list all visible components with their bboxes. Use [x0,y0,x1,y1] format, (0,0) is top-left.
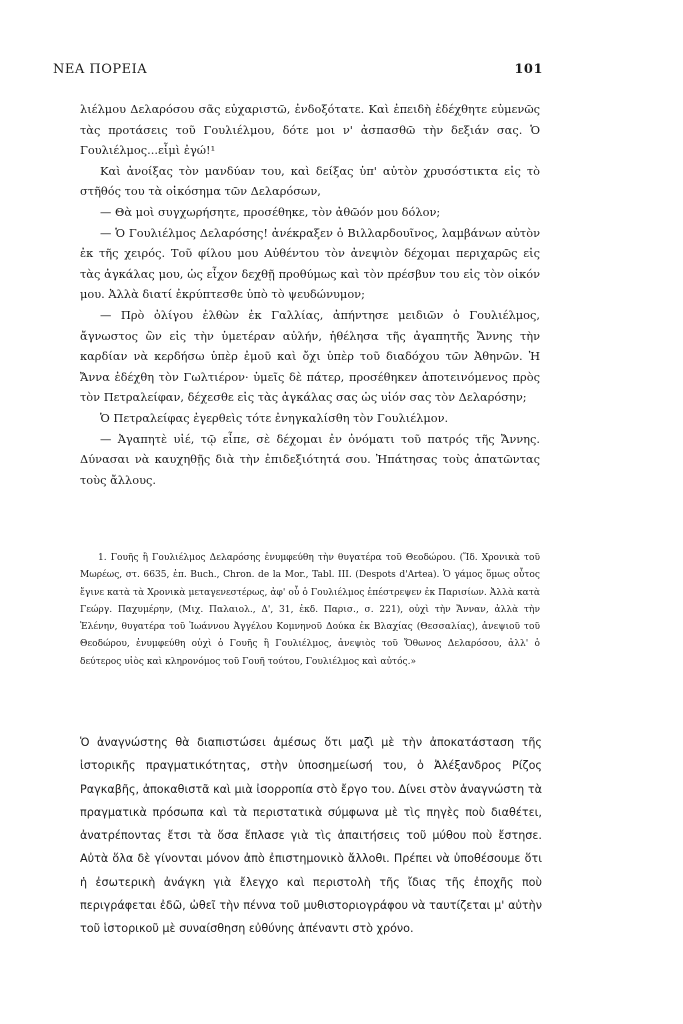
commentary-section [80,731,542,941]
commentary-paragraph: Ὁ ἀναγνώστης θὰ διαπιστώσει ἀμέσως ὅτι μαζὶ μὲ τὴν ἀποκατάσταση τῆς ἱστορικῆς πραγματικότητας, στὴν ὑποσημείωσή του, ὁ Ἀλέξανδρος Ρίζος Ραγκαβῆς, ἀποκαθιστᾶ καὶ μιὰ ἰσορροπία στὸ ἔργο του. Δίνει στὸν ἀναγνώστη τὰ πραγματικὰ πρόσωπα καὶ τὰ περιστατικὰ σύμφωνα μὲ τὶς πηγὲς ποὺ διαθέτει, ἀνατρέποντας ἔτσι τὰ ὅσα ἔπλασε γιὰ τὶς ἀπαιτήσεις τοῦ μύθου ποὺ ἔστησε. Αὐτὰ ὅλα δὲ γίνονται μόνον ἀπὸ ἐπιστημονικὸ ἄλλοθι. Πρέπει νὰ ὑποθέσουμε ὅτι ἡ ἐσωτερικὴ ἀνάγκη γιὰ ἔλεγχο καὶ περιστολὴ τῆς ἴδιας τῆς ἐποχῆς ποὺ περιγράφεται ἐδῶ, ὠθεῖ τὴν πέννα τοῦ μυθιστοριογράφου νὰ ταυτίζεται μ' αὐτὴν τοῦ ἱστορικοῦ μὲ συναίσθηση εὐθύνης ἀπέναντι στὸ χρόνο. [80,736,542,936]
body-paragraph: Καὶ ἀνοίξας τὸν μανδύαν του, καὶ δείξας ὑπ' αὐτὸν χρυσόστικτα εἰς τὸ στῆθός του τὰ οἰκόσημα τῶν Δελαρόσων, [80,163,540,199]
footnote-text: 1. Γουῆς ἢ Γουλιέλμος Δελαρόσης ἐνυμφεύθη τὴν θυγατέρα τοῦ Θεοδώρου. (Ἴδ. Χρονικὰ τοῦ Μωρέως, στ. 6635, ἐπ. Buch., Chron. de la Mor., Tabl. III. (Despots d'Artea). Ὁ γάμος ὅμως οὗτος ἔγινε κατὰ τὰ Χρονικὰ μεταγενεστέρως, ἀφ' οὗ ὁ Γουλιέλμος ἐπέστρεψεν ἐκ Παρισίων. Ἀλλὰ κατὰ Γεώργ. Παχυμέρην, (Μιχ. Παλαιολ., Δ', 31, ἐκδ. Παρισ., σ. 221), οὐχὶ τὴν Ἄνναν, ἀλλὰ τὴν Ἑλένην, θυγατέρα τοῦ Ἰωάννου Ἀγγέλου Κομνηνοῦ Δούκα ἐκ Βλαχίας (Θεσσαλίας), ἀνεψιοῦ τοῦ Θεοδώρου, ἐνυμφεύθη οὐχὶ ὁ Γουῆς ἢ Γουλιέλμος, ἀνεψιὸς τοῦ Ὄθωνος Δελαρόσου, ἀλλ' ὁ δεύτερος υἱὸς καὶ κληρονόμος τοῦ Γουῆ τούτου, Γουλιέλμος καὶ αὐτός.» [80,553,540,667]
body-paragraph: — Πρὸ ὀλίγου ἐλθὼν ἐκ Γαλλίας, ἀπήντησε μειδιῶν ὁ Γουλιέλμος, ἄγνωστος ὢν εἰς τὴν ὑμετέραν αὐλήν, ἠθέλησα τῆς ἀγαπητῆς Ἄννης τὴν καρδίαν νὰ κερδήσω ὑπὲρ ἐμοῦ καὶ ὄχι ὑπὲρ τοῦ διαδόχου τῶν Ἀθηνῶν. Ἡ Ἄννα ἐδέχθη τὸν Γωλτιέρον· ὑμεῖς δὲ πάτερ, προσέθηκεν ἀποτεινόμενος πρὸς τὸν Πετραλείφαν, δέχεσθε εἰς τὰς ἀγκάλας σας ὡς υἱόν σας τὸν Δελαρόσην; [80,307,540,405]
body-paragraph: — Ἀγαπητὲ υἱέ, τῷ εἶπε, σὲ δέχομαι ἐν ὀνόματι τοῦ πατρός τῆς Ἄννης. Δύνασαι νὰ καυχηθῇς διὰ τὴν ἐπιδεξιότητά σου. Ἠπάτησας τοὺς ἀπατῶντας τοὺς ἄλλους. [80,431,540,487]
body-paragraph: Ὁ Πετραλείφας ἐγερθεὶς τότε ἐνηγκαλίσθη τὸν Γουλιέλμον. [100,410,449,425]
page-number: 101 [514,62,543,77]
running-head [53,62,543,82]
body-paragraph: — Ὁ Γουλιέλμος Δελαρόσης! ἀνέκραξεν ὁ Βιλλαρδουῖνος, λαμβάνων αὐτὸν ἐκ τῆς χειρός. Τοῦ φίλου μου Αὐθέντου τὸν ἀνεψιὸν δέχομαι περιχαρῶς εἰς τὰς ἀγκάλας μου, ὡς εἶχον δεχθῇ προθύμως καὶ τὸν πρέσβυν του εἰς τὸν οἰκόν μου. Ἀλλὰ διατί ἐκρύπτεσθε ὑπὸ τὸ ψευδώνυμον; [80,225,540,302]
body-paragraph: — Θὰ μοὶ συγχωρήσητε, προσέθηκε, τὸν ἀθῶόν μου δόλον; [100,204,441,219]
body-paragraph: λιέλμου Δελαρόσου σᾶς εὐχαριστῶ, ἐνδοξότατε. Καὶ ἐπειδὴ ἐδέχθητε εὐμενῶς τὰς προτάσεις τοῦ Γουλιέλμου, δότε μοι ν' ἀσπασθῶ τὴν δεξιάν σας. Ὁ Γουλιέλμος...εἶμὶ ἐγώ!¹ [80,102,540,158]
novel-excerpt [80,99,540,490]
running-title: ΝΕΑ ΠΟΡΕΙΑ [53,62,148,77]
footnote [80,550,540,671]
